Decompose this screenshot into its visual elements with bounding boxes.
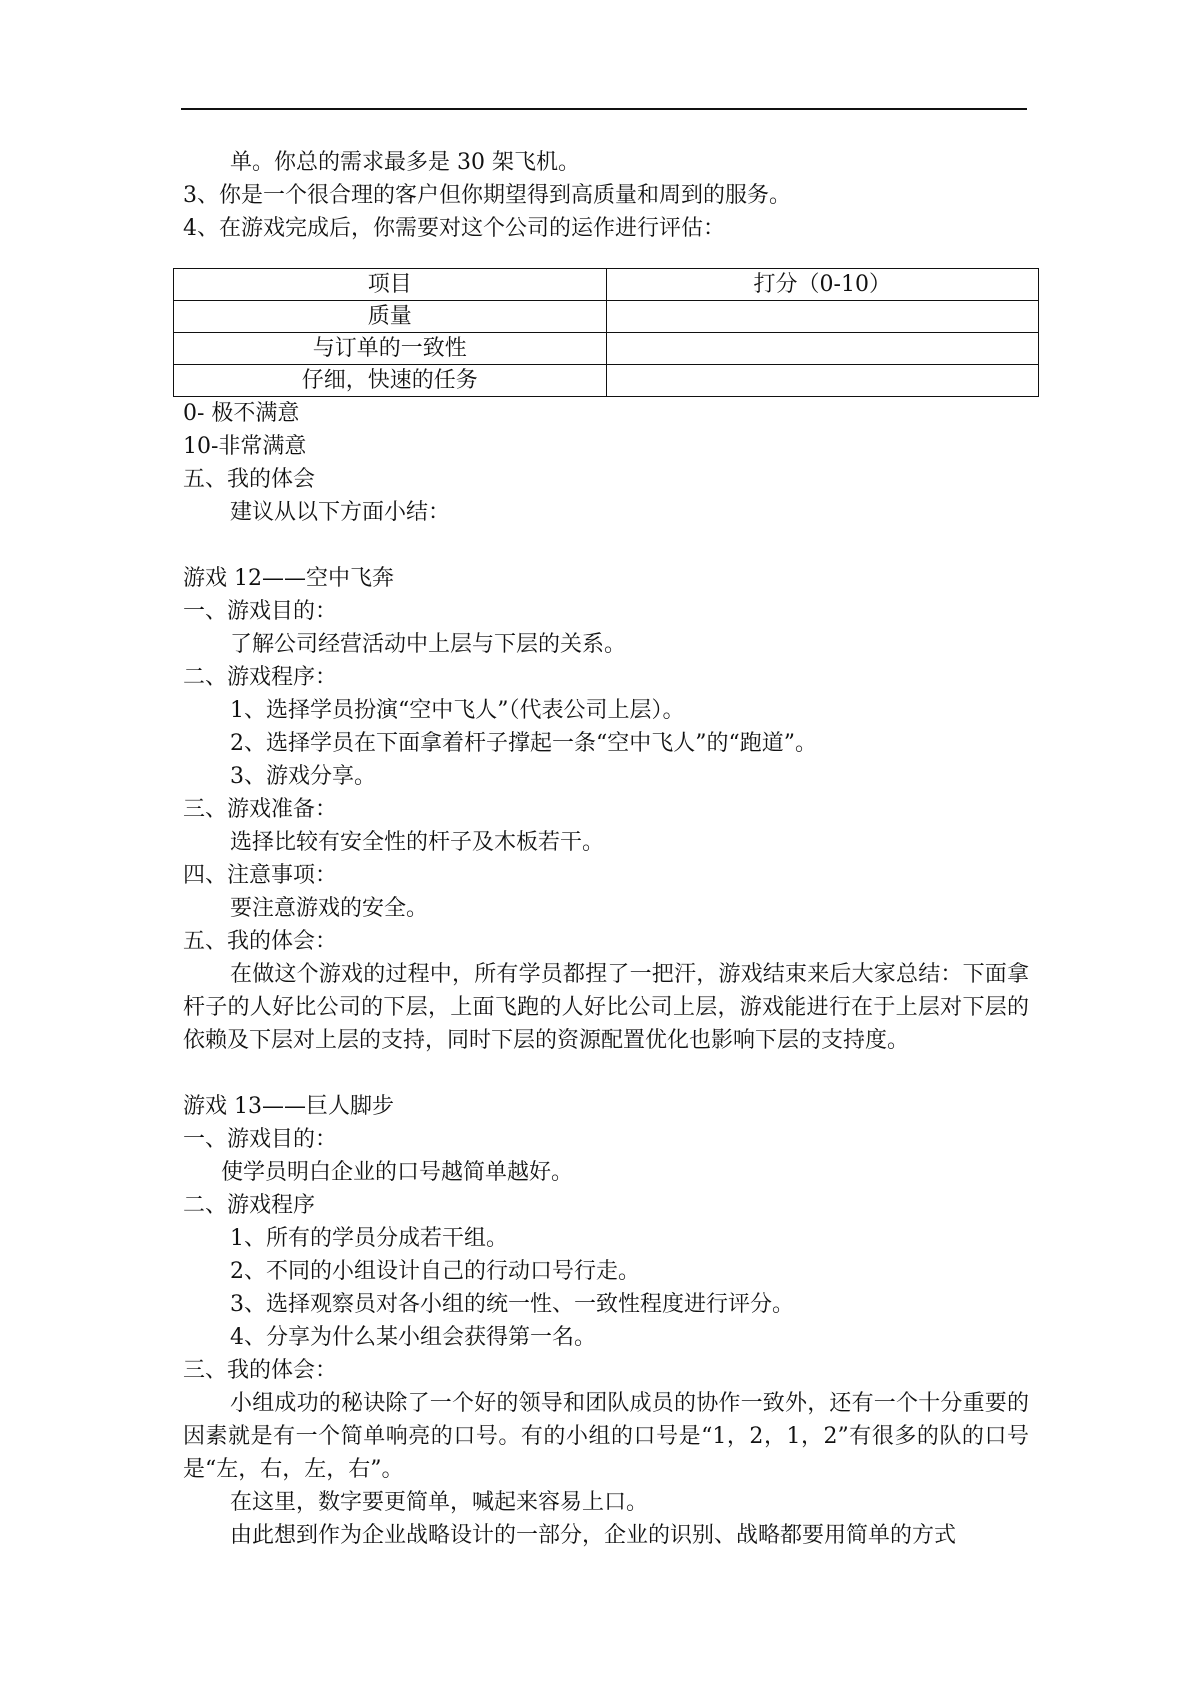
text-line: 四、注意事项： bbox=[183, 863, 338, 888]
text-line: 单。你总的需求最多是 30 架飞机。 bbox=[230, 150, 580, 175]
text-line: 要注意游戏的安全。 bbox=[230, 896, 429, 921]
text-line: 了解公司经营活动中上层与下层的关系。 bbox=[230, 632, 627, 657]
section-title: 游戏 13——巨人脚步 bbox=[183, 1094, 394, 1119]
text-line: 0- 极不满意 bbox=[183, 401, 300, 426]
text-line: 建议从以下方面小结： bbox=[230, 500, 451, 525]
text-line: 二、游戏程序 bbox=[183, 1193, 316, 1218]
text-line: 二、游戏程序： bbox=[183, 665, 338, 690]
text-line: 3、你是一个很合理的客户但你期望得到高质量和周到的服务。 bbox=[183, 183, 791, 208]
text-line: 10-非常满意 bbox=[183, 434, 307, 459]
table-header-row bbox=[174, 269, 1039, 301]
table-cell: 仔细，快速的任务 bbox=[174, 365, 607, 397]
text-line: 4、分享为什么某小组会获得第一名。 bbox=[230, 1325, 596, 1350]
table-row bbox=[174, 365, 1039, 397]
blank-line bbox=[183, 529, 1029, 562]
text-line: 1、所有的学员分成若干组。 bbox=[230, 1226, 508, 1251]
table-cell bbox=[606, 365, 1039, 397]
blank-line bbox=[183, 1057, 1029, 1090]
table-cell: 质量 bbox=[174, 301, 607, 333]
text-line: 3、选择观察员对各小组的统一性、一致性程度进行评分。 bbox=[230, 1292, 794, 1317]
text-line: 1、选择学员扮演“空中飞人”（代表公司上层）。 bbox=[230, 698, 685, 723]
text-line: 4、在游戏完成后，你需要对这个公司的运作进行评估： bbox=[183, 216, 725, 241]
text-line: 三、我的体会： bbox=[183, 1358, 338, 1383]
text-line: 三、游戏准备： bbox=[183, 797, 338, 822]
table-cell bbox=[606, 301, 1039, 333]
text-line: 五、我的体会： bbox=[183, 929, 338, 954]
text-line: 3、游戏分享。 bbox=[230, 764, 376, 789]
table-row bbox=[174, 301, 1039, 333]
table-cell bbox=[606, 333, 1039, 365]
paragraph: 小组成功的秘诀除了一个好的领导和团队成员的协作一致外，还有一个十分重要的因素就是有一个简单响亮的口号。有的小组的口号是“1，2，1，2”有很多的队的口号是“左，右，左，右”。 bbox=[183, 1391, 1029, 1482]
table-cell: 与订单的一致性 bbox=[174, 333, 607, 365]
paragraph: 由此想到作为企业战略设计的一部分，企业的识别、战略都要用简单的方式 bbox=[230, 1523, 957, 1548]
text-line: 使学员明白企业的口号越简单越好。 bbox=[221, 1160, 574, 1185]
document-body bbox=[183, 146, 1029, 1552]
paragraph: 在做这个游戏的过程中，所有学员都捏了一把汗，游戏结束来后大家总结：下面拿杆子的人好比公司的下层，上面飞跑的人好比公司上层，游戏能进行在于上层对下层的依赖及下层对上层的支持，同时下层的资源配置优化也影响下层的支持度。 bbox=[183, 962, 1029, 1053]
text-line: 五、我的体会 bbox=[183, 467, 316, 492]
text-line: 一、游戏目的： bbox=[183, 1127, 338, 1152]
text-line: 选择比较有安全性的杆子及木板若干。 bbox=[230, 830, 605, 855]
evaluation-table bbox=[173, 268, 1039, 397]
paragraph: 在这里，数字要更简单，喊起来容易上口。 bbox=[230, 1490, 649, 1515]
text-line: 一、游戏目的： bbox=[183, 599, 338, 624]
table-header-cell: 打分（0-10） bbox=[606, 269, 1039, 301]
text-line: 2、不同的小组设计自己的行动口号行走。 bbox=[230, 1259, 640, 1284]
section-title: 游戏 12——空中飞奔 bbox=[183, 566, 394, 591]
table-row bbox=[174, 333, 1039, 365]
header-rule bbox=[181, 108, 1027, 110]
text-line: 2、选择学员在下面拿着杆子撑起一条“空中飞人”的“跑道”。 bbox=[230, 731, 817, 756]
table-header-cell: 项目 bbox=[174, 269, 607, 301]
